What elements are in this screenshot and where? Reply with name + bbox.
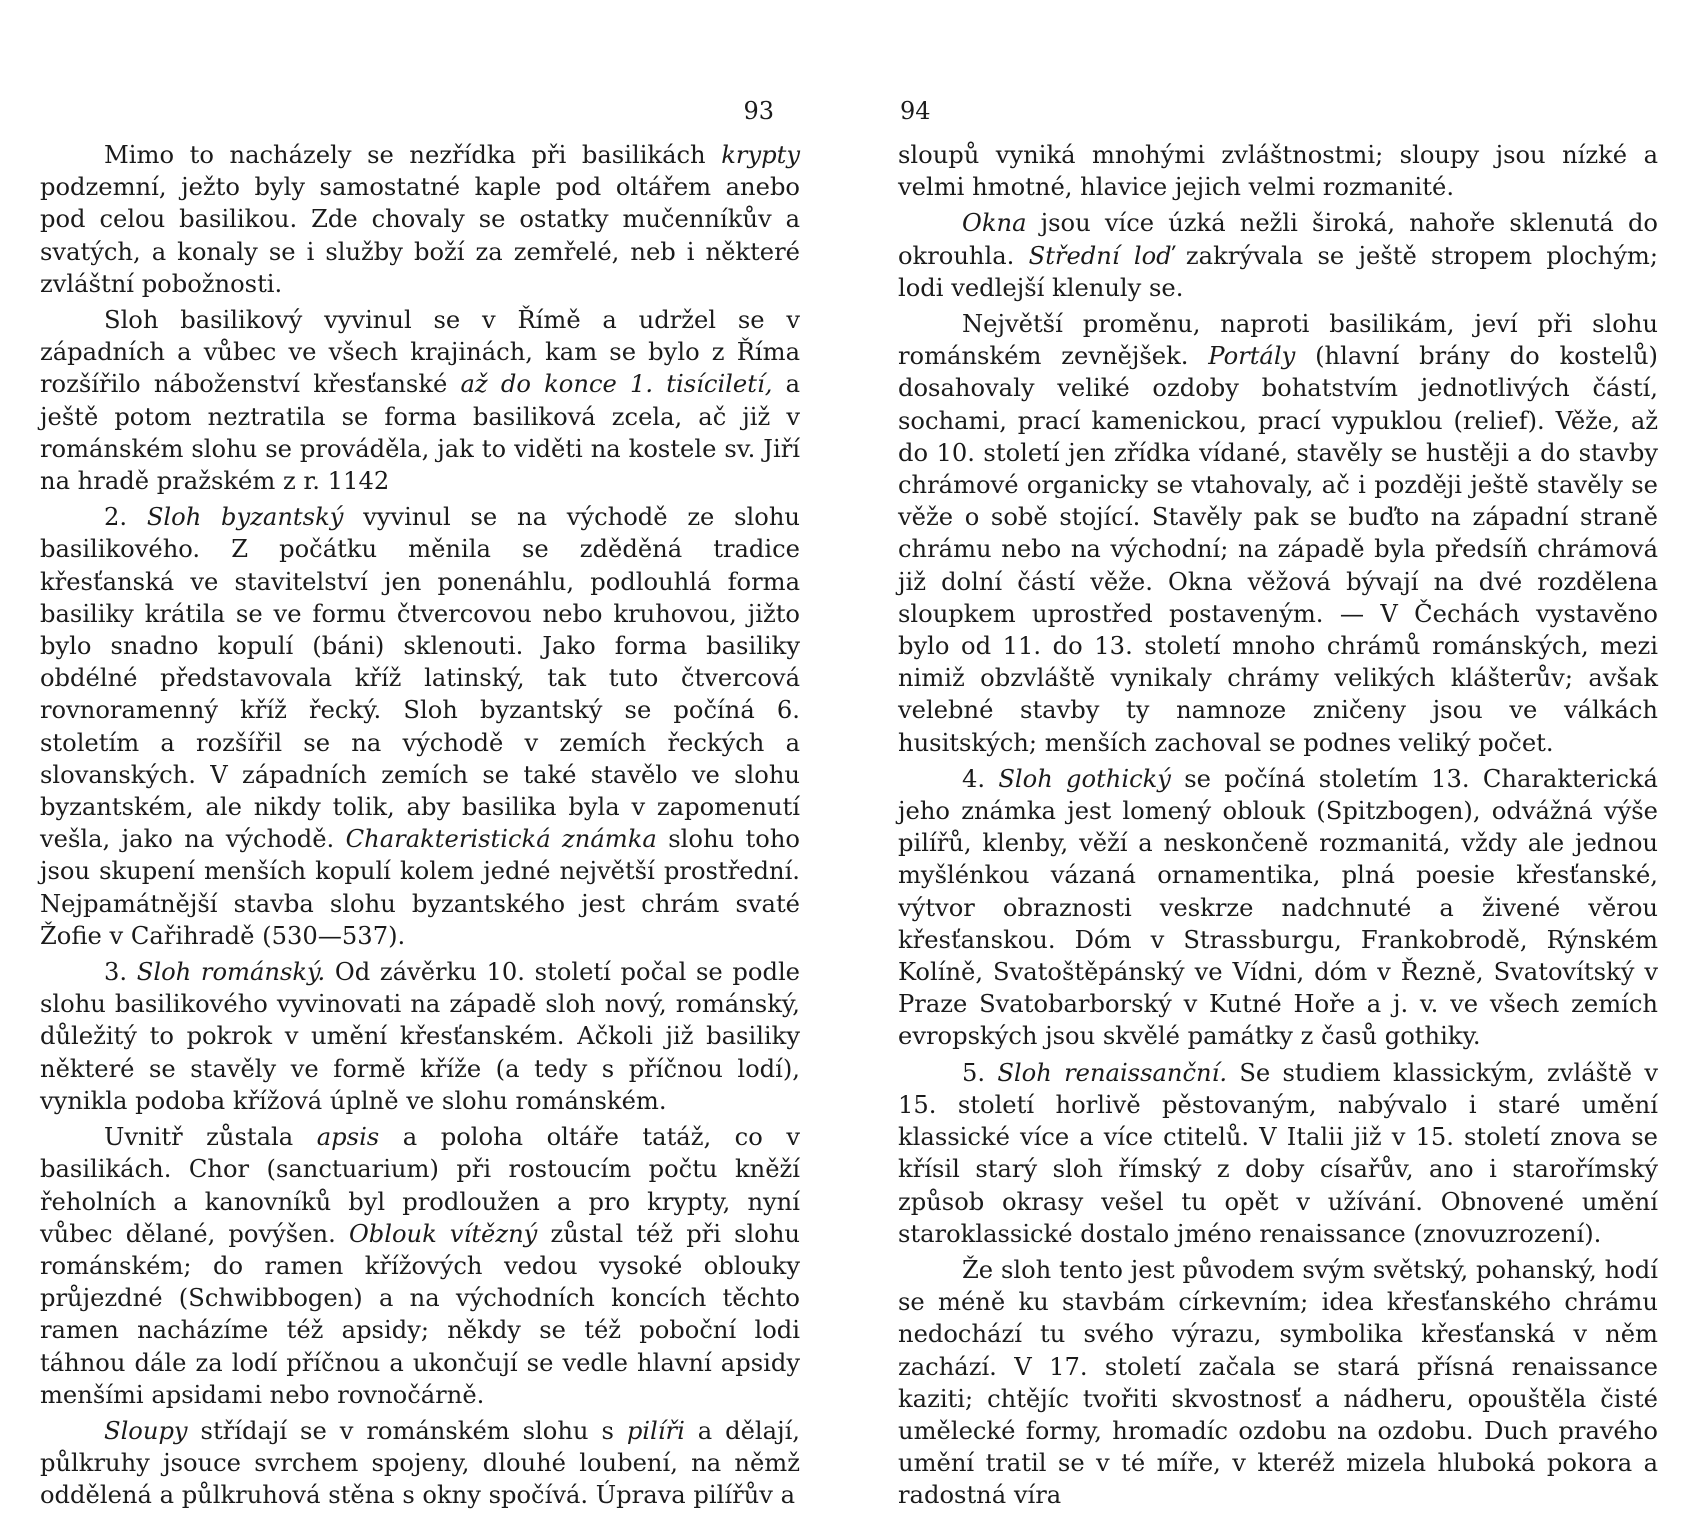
italic-term: krypty <box>721 141 800 169</box>
right-page <box>898 95 1658 1516</box>
italic-term: Sloh renaissanční. <box>997 1058 1228 1087</box>
italic-term: Charakteristická známka <box>345 825 657 854</box>
text-run: a poloha oltáře tatáž, co v basilikách. Chor (sanctuarium) při rostoucím počtu kněží řeholních a kanovníků byl prodloužen a pro krypty, nyní vůbec dělané, povýšen. <box>40 1123 800 1248</box>
italic-term: Sloupy <box>104 1416 188 1445</box>
paragraph <box>898 308 1658 759</box>
italic-term: Sloh románský. <box>136 958 326 987</box>
text-run: 3. <box>104 958 137 987</box>
paragraph <box>898 763 1658 1053</box>
text-run: 2. <box>104 503 147 532</box>
text-run: sloupů vyniká mnohými zvláštnostmi; sloupy jsou nízké a velmi hmotné, hlavice jejich velmi rozmanité. <box>898 141 1658 202</box>
paragraph <box>898 1254 1658 1512</box>
paragraph <box>40 1415 800 1512</box>
paragraph <box>40 501 800 952</box>
text-run: střídají se v románském slohu s <box>187 1416 627 1445</box>
italic-term: apsis <box>316 1123 380 1152</box>
text-run: se počíná stoletím 13. Charakterická jeho známka jest lomený oblouk (Spitzbogen), odvážná výše pilířů, klenby, věží a neskončeně rozmanitá, vždy ale jednou myšlénkou vázaná ornamentika, plná poesie křesťanské, výtvor obraznosti veskrze nadchnuté a živené věrou křesťanskou. Dóm v Strassburgu, Frankobrodě, Rýnském Kolíně, Svatoštěpánský ve Vídni, dóm v Řezně, Svatovítský v Praze Svatobarborský v Kutné Hoře a j. v. ve všech zemích evropských jsou skvělé památky z časů gothiky. <box>898 764 1658 1051</box>
text-run: 5. <box>962 1058 998 1087</box>
left-page <box>40 95 800 1516</box>
italic-term: Portály <box>1208 342 1296 371</box>
text-run: Sloh basilikový vyvinul se v Římě a udržel se v západních a vůbec ve všech krajinách, kam se bylo z Říma rozšířilo náboženství křesťanské <box>40 306 800 399</box>
italic-term: Sloh byzantský <box>146 503 344 532</box>
text-run: Od závěrku 10. století počal se podle slohu basilikového vyvinovati na západě sloh nový, románský, důležitý to pokrok v umění křesťanském. Ačkoli již basiliky některé se stavěly ve formě kříže (a tedy s příčnou lodí), vynikla podoba křížová úplně ve slohu románském. <box>40 958 800 1115</box>
paragraph <box>898 1057 1658 1250</box>
text-run: (hlavní brány do kostelů) dosahovaly veliké ozdoby bohatstvím jednotlivých částí, sochami, prací kamenickou, prací vypuklou (relief). Věže, až do 10. století jen zřídka vídané, stavěly se hustěji a do stavby chrámové organicky se vtahovaly, ač i později ještě stavěly se věže o sobě stojící. Stavěly pak se buďto na západní straně chrámu nebo na východní; na západě byla předsíň chrámová již dolní částí věže. Okna věžová bývají na dvé rozdělena sloupkem uprostřed postaveným. — V Čechách vystavěno bylo od 11. do 13. století mnoho chrámů románských, mezi nimiž obzvláště vynikaly chrámy velikých klášterův; avšak velebné stavby ty namnoze zničeny jsou ve válkách husitských; menších zachoval se podnes veliký počet. <box>898 342 1658 757</box>
text-run: podzemní, ježto byly samostatné kaple pod oltářem anebo pod celou basilikou. Zde chovaly se ostatky mučenníkův a svatých, a konaly se i služby boží za zemřelé, neb i některé zvláštní pobožnosti. <box>40 173 800 298</box>
page-number: 94 <box>900 97 931 125</box>
paragraph <box>898 207 1658 304</box>
text-run: jsou více úzká nežli široká, nahoře sklenutá do okrouhla. <box>898 209 1658 270</box>
italic-term: Střední loď <box>1028 241 1172 270</box>
text-run: slohu toho jsou skupení menších kopulí kolem jedné největší prostřední. Nejpamátnější stavba slohu byzantského jest chrám svaté Žofie v Cařihradě (530—537). <box>40 825 800 950</box>
text-run: Největší proměnu, naproti basilikám, jeví při slohu románském zevnějšek. <box>898 310 1658 371</box>
text-run: a dělají, půlkruhy jsouce svrchem spojeny, dlouhé loubení, na němž oddělená a půlkruhová stěna s okny spočívá. Úprava pilířův a <box>40 1416 800 1510</box>
text-run: Mimo to nacházely se nezřídka při basilikách <box>104 141 722 169</box>
italic-term: až do konce 1. tisíciletí, <box>460 370 773 399</box>
italic-term: Oblouk vítězný <box>348 1219 538 1248</box>
left-page-text <box>40 139 800 1512</box>
paragraph <box>40 304 800 497</box>
italic-term: Okna <box>962 209 1027 238</box>
text-run: Uvnitř zůstala <box>104 1123 317 1152</box>
text-run: Se studiem klassickým, zvláště v 15. století horlivě pěstovaným, nabývalo i staré umění klassické více a více ctitelů. V Italii již v 15. století znova se křísil starý sloh římský z doby císařův, ano i starořímský způsob okrasy vešel tu opět v užívání. Obnovené umění staroklassické dostalo jméno renaissance (znovuzrození). <box>898 1058 1658 1248</box>
paragraph <box>898 139 1658 203</box>
text-run: a ještě potom neztratila se forma basiliková zcela, ač již v románském slohu se prováděla, jak to viděti na kostele sv. Jiří na hradě pražském z r. 1142 <box>40 370 801 496</box>
text-run: Že sloh tento jest původem svým světský, pohanský, hodí se méně ku stavbám církevním; idea křesťanského chrámu nedochází tu svého výrazu, symbolika křesťanská v něm zachází. V 17. století začala se stará přísná renaissance kaziti; chtějíc tvořiti skvostnosť a nádheru, opouštěla čisté umělecké formy, hromadíc ozdobu na ozdobu. Duch pravého umění tratil se v té míře, v kteréž mizela hluboká pokora a radostná víra <box>898 1255 1658 1510</box>
paragraph <box>40 1121 800 1411</box>
italic-term: pilíři <box>626 1416 685 1445</box>
right-page-text <box>898 139 1658 1512</box>
paragraph <box>40 956 800 1117</box>
text-run: zakrývala se ještě stropem plochým; lodi vedlejší klenuly se. <box>898 241 1658 302</box>
text-run: zůstal též při slohu románském; do ramen křížových vedou vysoké oblouky průjezdné (Schwibbogen) a na východních koncích těchto ramen nacházíme též apsidy; někdy se též poboční lodi táhnou dále za lodí příčnou a ukončují se vedle hlavní apsidy menšími apsidami nebo rovnočárně. <box>40 1219 800 1409</box>
paragraph <box>40 139 800 300</box>
text-run: vyvinul se na východě ze slohu basilikového. Z počátku měnila se zděděná tradice křesťanská ve stavitelství jen ponenáhlu, podlouhlá forma basiliky krátila se ve formu čtvercovou nebo kruhovou, jižto bylo snadno kopulí (báni) sklenouti. Jako forma basiliky obdélné představovala kříž latinský, tak tuto čtvercová rovnoramenný kříž řecký. Sloh byzantský se počíná 6. stoletím a rozšířil se na východě v zemích řeckých a slovanských. V západních zemích se také stavělo ve slohu byzantském, ale nikdy tolik, aby basilika byla v zapomenutí vešla, jako na východě. <box>40 503 800 854</box>
italic-term: Sloh gothický <box>998 764 1171 793</box>
page-number: 93 <box>743 97 774 125</box>
text-run: 4. <box>962 764 999 793</box>
